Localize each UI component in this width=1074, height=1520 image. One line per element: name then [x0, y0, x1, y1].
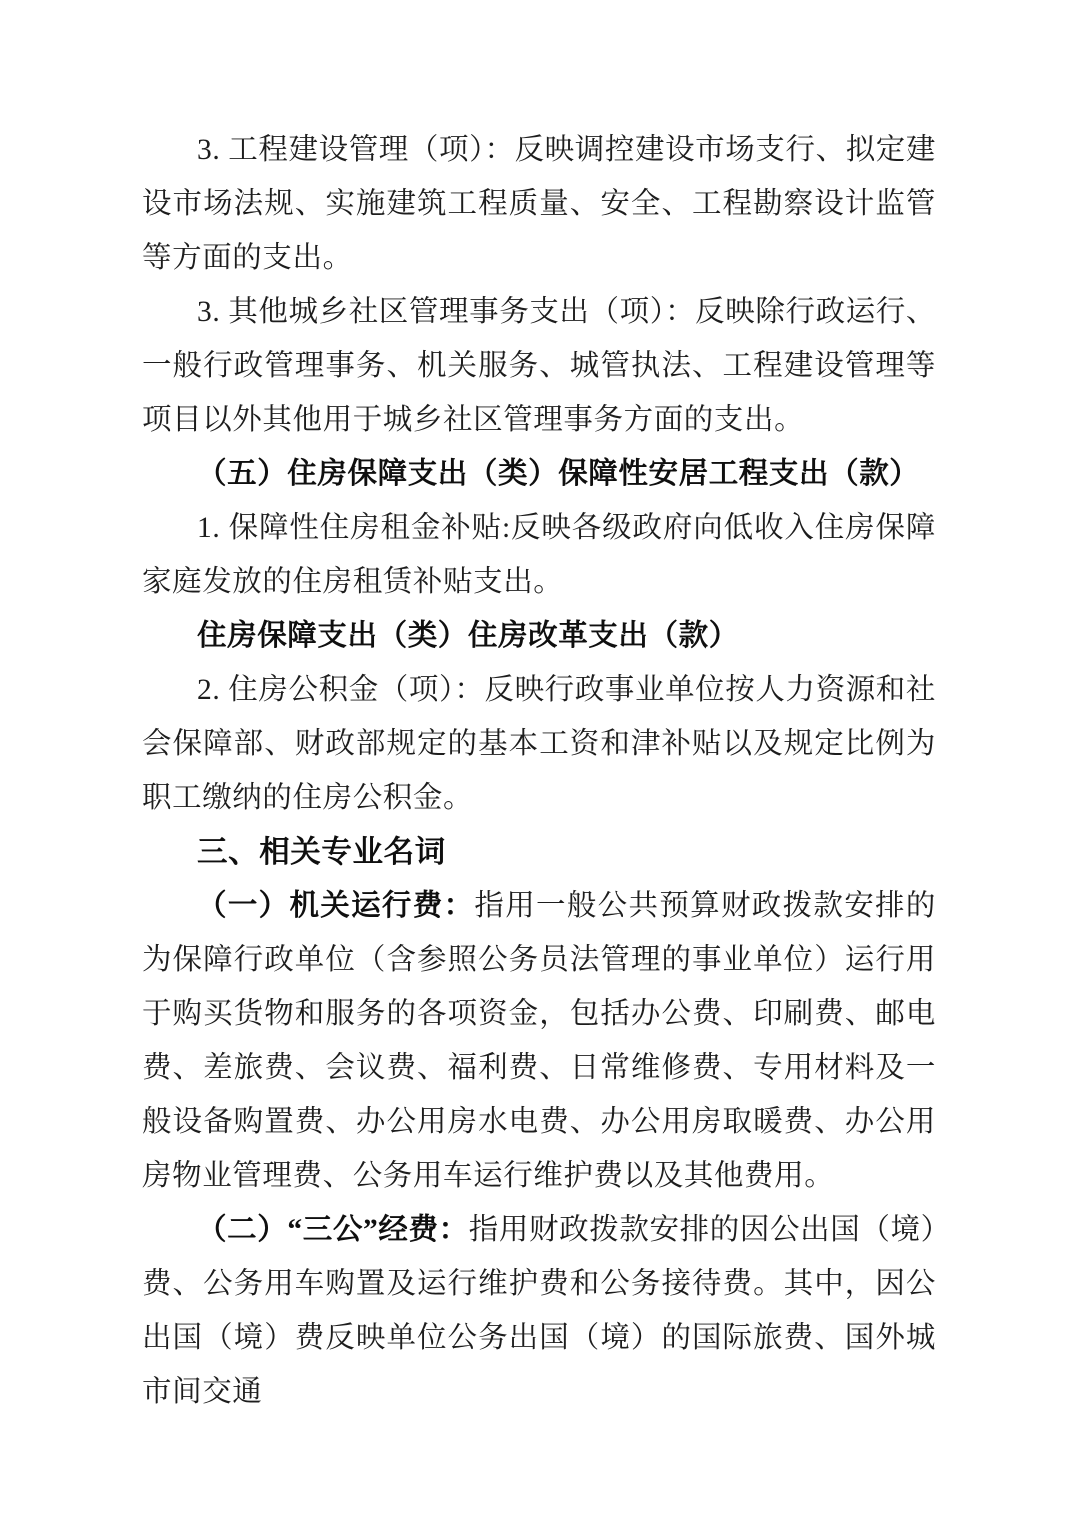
heading-housing-security-anju-project-expenditure: （五）住房保障支出（类）保障性安居工程支出（款） — [197, 458, 920, 490]
heading-housing-reform-expenditure: 住房保障支出（类）住房改革支出（款） — [197, 620, 739, 652]
lead-three-public-funds: （二）“三公”经费： — [197, 1214, 469, 1246]
heading-related-professional-terms: 三、相关专业名词 — [197, 835, 446, 869]
paragraph-agency-operating-costs — [142, 879, 936, 1203]
text-three-public-funds: 指用财政拨款安排的因公出国（境）费、公务用车购置及运行维护费和公务接待费。其中，因公出国（境）费反映单位公务出国（境）的国际旅费、国外城市间交通 — [142, 1214, 936, 1408]
paragraph-housing-rent-subsidy: 1. 保障性住房租金补贴:反映各级政府向低收入住房保障家庭发放的住房租赁补贴支出。 — [142, 512, 936, 598]
text-agency-operating-costs: 指用一般公共预算财政拨款安排的为保障行政单位（含参照公务员法管理的事业单位）运行用于购买货物和服务的各项资金，包括办公费、印刷费、邮电费、差旅费、会议费、福利费、日常维修费、专用材料及一般设备购置费、办公用房水电费、办公用房取暖费、办公用房物业管理费、公务用车运行维护费以及其他费用。 — [142, 890, 936, 1192]
lead-agency-operating-costs: （一）机关运行费： — [197, 890, 475, 922]
document-body — [142, 123, 936, 1419]
paragraph-engineering-construction-management: 3. 工程建设管理（项）：反映调控建设市场支行、拟定建设市场法规、实施建筑工程质量、安全、工程勘察设计监管等方面的支出。 — [142, 134, 936, 274]
paragraph-housing-provident-fund: 2. 住房公积金（项）：反映行政事业单位按人力资源和社会保障部、财政部规定的基本工资和津补贴以及规定比例为职工缴纳的住房公积金。 — [142, 674, 936, 814]
paragraph-three-public-funds — [142, 1203, 936, 1419]
paragraph-other-urban-rural-community-affairs: 3. 其他城乡社区管理事务支出（项）：反映除行政运行、一般行政管理事务、机关服务、城管执法、工程建设管理等项目以外其他用于城乡社区管理事务方面的支出。 — [142, 296, 936, 436]
